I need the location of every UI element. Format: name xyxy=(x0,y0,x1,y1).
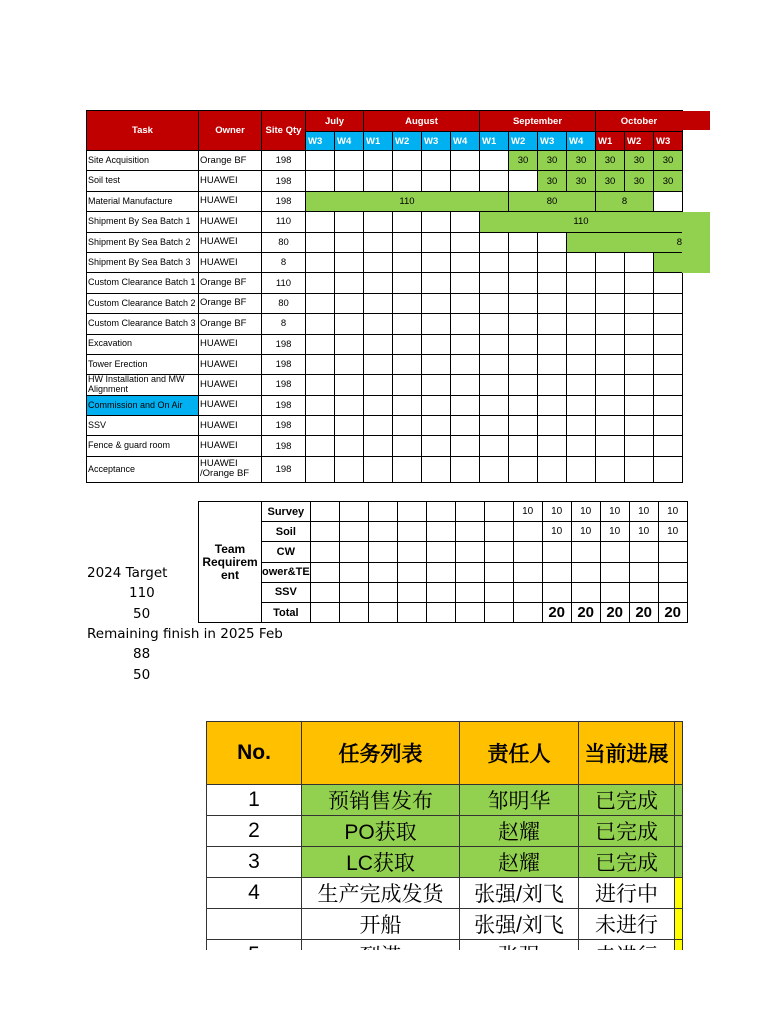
row-status: 已完成 xyxy=(579,847,675,878)
month-october: October xyxy=(596,111,683,132)
task-name: SSV xyxy=(87,416,199,436)
team-value: 10 xyxy=(658,502,687,522)
header-owner: 责任人 xyxy=(460,722,579,785)
team-total: 20 xyxy=(542,602,571,622)
schedule-gantt-table xyxy=(86,110,683,483)
table-row xyxy=(87,395,683,415)
site-qty: 198 xyxy=(262,436,306,456)
owner-name: Orange BF xyxy=(199,314,262,334)
month-september: September xyxy=(480,111,596,132)
task-name: Shipment By Sea Batch 3 xyxy=(87,252,199,272)
site-qty: 198 xyxy=(262,171,306,191)
header-site-qty: Site Qty xyxy=(262,111,306,151)
task-name: Soil test xyxy=(87,171,199,191)
table-row xyxy=(87,252,683,272)
table-row xyxy=(87,212,683,232)
row-owner: 赵耀 xyxy=(460,847,579,878)
remaining-value: 50 xyxy=(133,667,151,683)
team-total: 20 xyxy=(629,602,658,622)
target-value: 50 xyxy=(133,606,151,622)
task-name: Custom Clearance Batch 3 xyxy=(87,314,199,334)
row-no: 2 xyxy=(207,816,302,847)
task-name: Material Manufacture xyxy=(87,191,199,211)
table-row xyxy=(87,191,683,211)
table-row xyxy=(87,273,683,293)
week-header: W3 xyxy=(538,132,567,151)
team-row-label: SSV xyxy=(262,582,311,602)
table-row xyxy=(87,436,683,456)
site-qty: 8 xyxy=(262,252,306,272)
week-header: W2 xyxy=(393,132,422,151)
table-row xyxy=(207,816,683,847)
team-total: 20 xyxy=(571,602,600,622)
table-row xyxy=(87,456,683,482)
site-qty: 198 xyxy=(262,456,306,482)
row-task: 开船 xyxy=(302,909,460,940)
site-qty: 198 xyxy=(262,354,306,374)
team-value: 10 xyxy=(513,502,542,522)
row-no xyxy=(207,909,302,940)
row-owner: 张强/刘飞 xyxy=(460,878,579,909)
task-name: Tower Erection xyxy=(87,354,199,374)
month-july: July xyxy=(306,111,364,132)
table-row xyxy=(207,785,683,816)
row-status: 已完成 xyxy=(579,816,675,847)
site-qty: 8 xyxy=(262,314,306,334)
row-no: 4 xyxy=(207,878,302,909)
table-row xyxy=(207,878,683,909)
site-qty: 198 xyxy=(262,375,306,395)
week-header: W1 xyxy=(480,132,509,151)
week-value: 30 xyxy=(654,171,683,191)
site-qty: 80 xyxy=(262,293,306,313)
task-name: Commission and On Air xyxy=(87,395,199,415)
target-label: 2024 Target xyxy=(87,565,168,581)
row-task: 预销售发布 xyxy=(302,785,460,816)
week-value: 30 xyxy=(538,151,567,171)
row-owner: 张强/刘飞 xyxy=(460,909,579,940)
site-qty: 110 xyxy=(262,212,306,232)
gantt-bar: 110 xyxy=(480,212,683,232)
team-requirement-table xyxy=(198,501,688,623)
week-value: 30 xyxy=(625,171,654,191)
owner-name: HUAWEI xyxy=(199,252,262,272)
team-value: 10 xyxy=(600,502,629,522)
row-task: LC获取 xyxy=(302,847,460,878)
team-value: 10 xyxy=(600,522,629,542)
task-name: Custom Clearance Batch 2 xyxy=(87,293,199,313)
task-name: Shipment By Sea Batch 2 xyxy=(87,232,199,252)
team-row-label: CW xyxy=(262,542,311,562)
gantt-bar: 8 xyxy=(567,232,683,252)
task-name: Site Acquisition xyxy=(87,151,199,171)
week-header: W4 xyxy=(567,132,596,151)
target-value: 110 xyxy=(129,585,155,601)
team-value: 10 xyxy=(571,502,600,522)
team-row-label: Total xyxy=(262,602,311,622)
week-header: W1 xyxy=(596,132,625,151)
week-value: 30 xyxy=(567,151,596,171)
gantt-bar: 110 xyxy=(306,191,509,211)
table-row xyxy=(87,334,683,354)
site-qty: 198 xyxy=(262,416,306,436)
owner-name: HUAWEI xyxy=(199,191,262,211)
team-row-label: Survey xyxy=(262,502,311,522)
row-task: 生产完成发货 xyxy=(302,878,460,909)
week-header: W3 xyxy=(654,132,683,151)
table-row xyxy=(207,847,683,878)
week-value: 30 xyxy=(625,151,654,171)
row-no: 1 xyxy=(207,785,302,816)
table-row xyxy=(87,354,683,374)
owner-name: Orange BF xyxy=(199,151,262,171)
owner-name: HUAWEI /Orange BF xyxy=(199,456,262,482)
team-value: 10 xyxy=(629,522,658,542)
task-name: Custom Clearance Batch 1 xyxy=(87,273,199,293)
team-total: 20 xyxy=(600,602,629,622)
month-august: August xyxy=(364,111,480,132)
gantt-bar-overflow xyxy=(682,212,710,273)
header-overflow xyxy=(682,111,710,130)
team-requirement-label: Team Requirem ent xyxy=(199,502,262,623)
table-row xyxy=(87,171,683,191)
owner-name: Orange BF xyxy=(199,293,262,313)
owner-name: HUAWEI xyxy=(199,171,262,191)
week-header: W3 xyxy=(422,132,451,151)
cn-task-table xyxy=(206,721,683,971)
header-no: No. xyxy=(207,722,302,785)
row-task: PO获取 xyxy=(302,816,460,847)
week-header: W2 xyxy=(625,132,654,151)
table-row xyxy=(87,375,683,395)
row-status: 进行中 xyxy=(579,878,675,909)
header-owner: Owner xyxy=(199,111,262,151)
owner-name: HUAWEI xyxy=(199,375,262,395)
team-row-label: ower&TE xyxy=(262,562,311,582)
week-header: W4 xyxy=(451,132,480,151)
table-row xyxy=(87,151,683,171)
owner-name: HUAWEI xyxy=(199,416,262,436)
header-task: Task xyxy=(87,111,199,151)
week-header: W4 xyxy=(335,132,364,151)
task-name: HW Installation and MW Alignment xyxy=(87,375,199,395)
row-owner: 邹明华 xyxy=(460,785,579,816)
week-header: W2 xyxy=(509,132,538,151)
team-total: 20 xyxy=(658,602,687,622)
header-progress: 当前进展 xyxy=(579,722,675,785)
header-task-list: 任务列表 xyxy=(302,722,460,785)
owner-name: HUAWEI xyxy=(199,334,262,354)
table-row xyxy=(87,416,683,436)
remaining-label: Remaining finish in 2025 Feb xyxy=(87,626,283,642)
week-value: 30 xyxy=(596,171,625,191)
team-value: 10 xyxy=(629,502,658,522)
week-value: 30 xyxy=(654,151,683,171)
table-row xyxy=(87,314,683,334)
table-row xyxy=(87,293,683,313)
team-value: 10 xyxy=(542,502,571,522)
owner-name: HUAWEI xyxy=(199,354,262,374)
task-name: Excavation xyxy=(87,334,199,354)
team-value: 10 xyxy=(658,522,687,542)
table-row xyxy=(207,909,683,940)
site-qty: 198 xyxy=(262,191,306,211)
owner-name: HUAWEI xyxy=(199,436,262,456)
remaining-value: 88 xyxy=(133,646,151,662)
owner-name: HUAWEI xyxy=(199,232,262,252)
crop-mask xyxy=(0,950,768,1024)
team-row-label: Soil xyxy=(262,522,311,542)
week-value: 30 xyxy=(538,171,567,191)
row-status: 未进行 xyxy=(579,909,675,940)
task-name: Shipment By Sea Batch 1 xyxy=(87,212,199,232)
owner-name: HUAWEI xyxy=(199,212,262,232)
site-qty: 198 xyxy=(262,334,306,354)
owner-name: HUAWEI xyxy=(199,395,262,415)
site-qty: 110 xyxy=(262,273,306,293)
week-header: W1 xyxy=(364,132,393,151)
week-value: 30 xyxy=(596,151,625,171)
task-name: Fence & guard room xyxy=(87,436,199,456)
gantt-bar: 80 xyxy=(509,191,596,211)
team-value: 10 xyxy=(542,522,571,542)
week-header: W3 xyxy=(306,132,335,151)
team-value: 10 xyxy=(571,522,600,542)
week-value: 30 xyxy=(509,151,538,171)
site-qty: 198 xyxy=(262,151,306,171)
row-no: 3 xyxy=(207,847,302,878)
gantt-bar: 8 xyxy=(596,191,654,211)
week-value: 30 xyxy=(567,171,596,191)
row-owner: 赵耀 xyxy=(460,816,579,847)
site-qty: 80 xyxy=(262,232,306,252)
gantt-bar xyxy=(654,252,683,272)
row-status: 已完成 xyxy=(579,785,675,816)
table-row xyxy=(87,232,683,252)
site-qty: 198 xyxy=(262,395,306,415)
task-name: Acceptance xyxy=(87,456,199,482)
owner-name: Orange BF xyxy=(199,273,262,293)
